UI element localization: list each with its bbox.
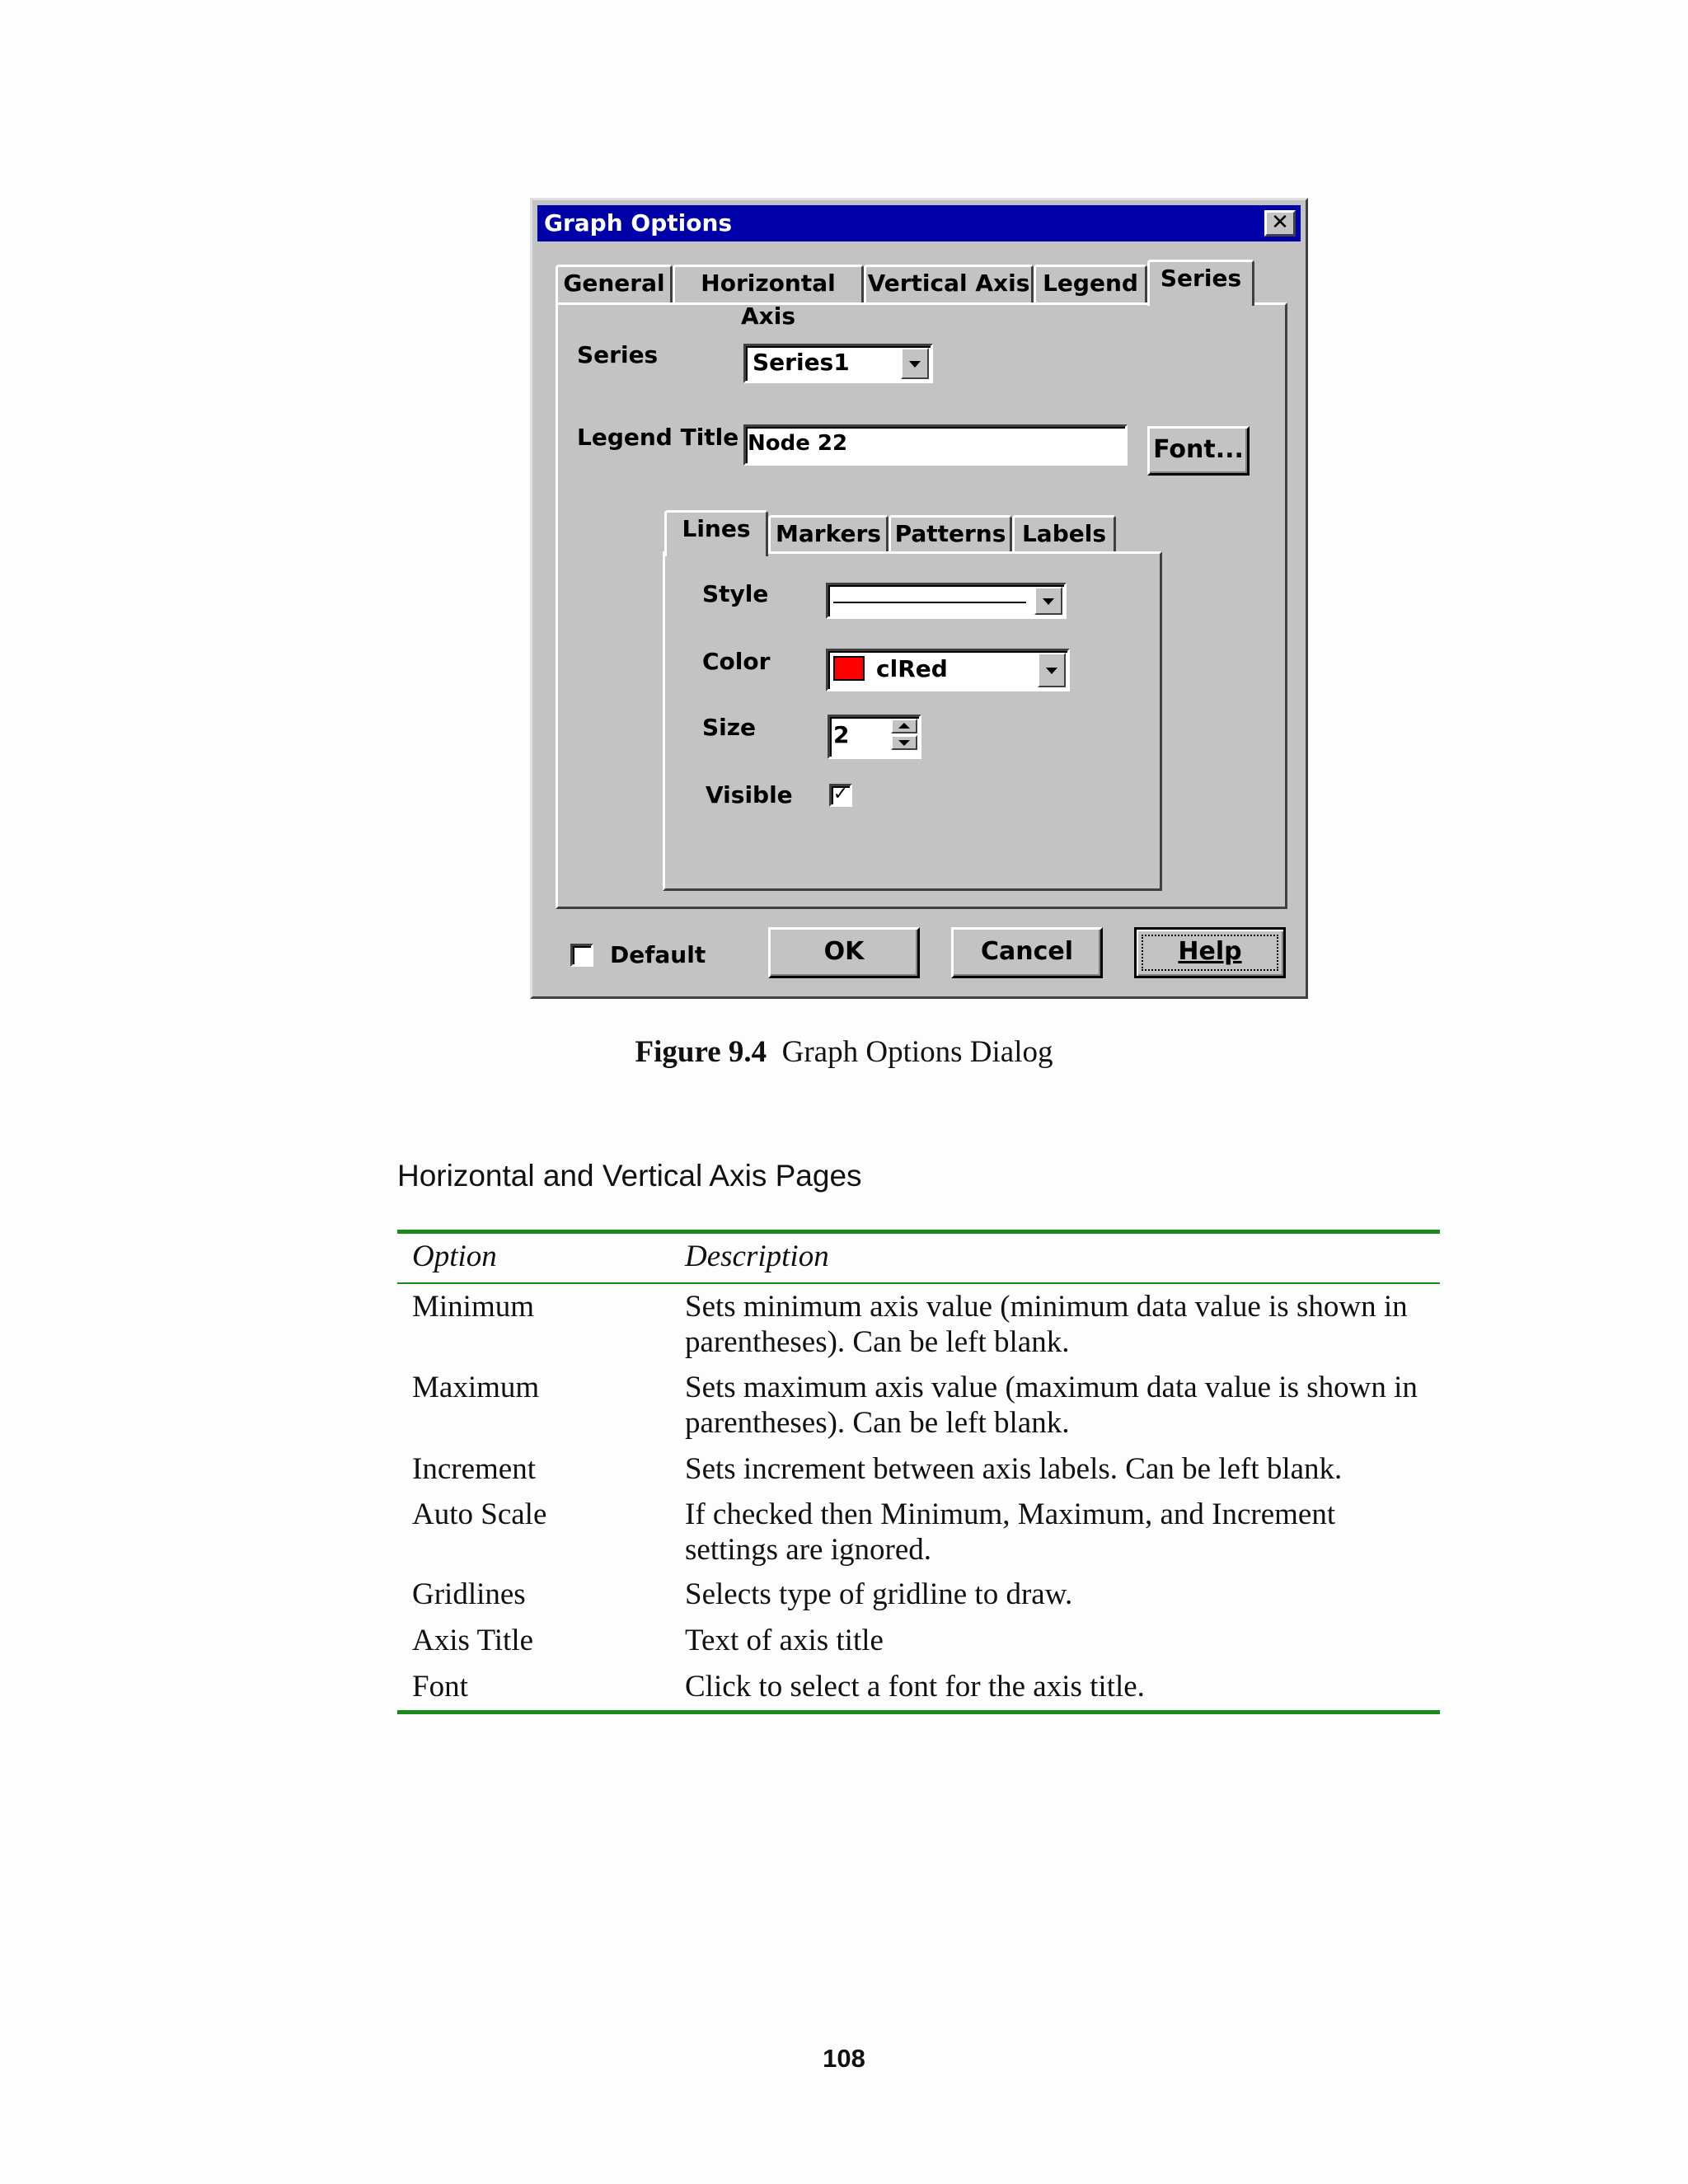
tab-vertical-axis[interactable]: Vertical Axis — [864, 265, 1034, 302]
dialog-title-bar — [537, 205, 1301, 241]
series-label: Series — [577, 341, 659, 368]
help-button-label: Help — [1178, 937, 1242, 966]
subtab-labels[interactable]: Labels — [1012, 515, 1116, 553]
table-row — [397, 1577, 1440, 1623]
size-value: 2 — [833, 721, 850, 748]
default-checkbox[interactable] — [570, 944, 593, 967]
color-label: Color — [702, 648, 771, 675]
default-label: Default — [610, 941, 706, 968]
options-table — [397, 1230, 1440, 1714]
table-cell-option: Increment — [412, 1452, 536, 1486]
table-cell-description: Click to select a font for the axis title. — [685, 1670, 1145, 1704]
table-cell-description: Text of axis title — [685, 1624, 884, 1657]
series-dropdown-value: Series1 — [753, 349, 850, 376]
subtab-markers[interactable]: Markers — [768, 515, 889, 553]
legend-title-label: Legend Title — [577, 424, 739, 451]
table-cell-option: Auto Scale — [412, 1497, 547, 1531]
line-style-dropdown[interactable] — [826, 583, 1067, 619]
section-heading: Horizontal and Vertical Axis Pages — [397, 1159, 862, 1193]
subtab-patterns[interactable]: Patterns — [889, 515, 1012, 553]
table-cell-description: Sets increment between axis labels. Can be left blank. — [685, 1452, 1343, 1486]
table-row — [397, 1370, 1440, 1451]
table-cell-option: Maximum — [412, 1371, 540, 1404]
chevron-down-icon[interactable] — [901, 348, 929, 379]
subtab-lines[interactable]: Lines — [664, 510, 768, 556]
page-number: 108 — [823, 2044, 865, 2073]
table-row — [397, 1623, 1440, 1669]
tab-horizontal-axis[interactable]: Horizontal Axis — [673, 265, 864, 302]
font-button[interactable]: Font... — [1147, 426, 1250, 476]
table-row — [397, 1451, 1440, 1497]
ok-button[interactable]: OK — [768, 927, 920, 978]
line-style-sample — [833, 602, 1026, 603]
visible-checkbox[interactable]: ✓ — [829, 784, 852, 807]
spin-down-icon[interactable] — [891, 735, 917, 750]
figure-caption-text: Graph Options Dialog — [781, 1035, 1053, 1069]
table-bottom-rule — [397, 1710, 1440, 1714]
visible-label: Visible — [706, 781, 793, 808]
close-icon[interactable]: ✕ — [1264, 210, 1296, 237]
graph-options-dialog — [530, 198, 1308, 999]
table-cell-option: Gridlines — [412, 1577, 526, 1611]
color-value: clRed — [876, 655, 948, 682]
table-cell-option: Minimum — [412, 1290, 535, 1324]
tab-legend[interactable]: Legend — [1034, 265, 1147, 302]
color-swatch — [833, 656, 865, 681]
table-cell-option: Font — [412, 1670, 468, 1704]
size-label: Size — [702, 714, 757, 741]
cancel-button[interactable]: Cancel — [951, 927, 1103, 978]
chevron-down-icon[interactable] — [1038, 653, 1066, 687]
table-row — [397, 1669, 1440, 1710]
table-header-option: Option — [412, 1240, 497, 1273]
table-cell-option: Axis Title — [412, 1624, 534, 1657]
legend-title-input[interactable] — [743, 424, 1128, 466]
tab-general[interactable]: General — [556, 265, 673, 302]
legend-title-value: Node 22 — [748, 431, 848, 456]
dialog-title: Graph Options — [544, 209, 733, 237]
table-header-description: Description — [685, 1240, 829, 1273]
color-dropdown[interactable] — [826, 649, 1070, 691]
table-cell-description: Selects type of gridline to draw. — [685, 1577, 1073, 1611]
table-cell-description: If checked then Minimum, Maximum, and Increment settings are ignored. — [685, 1497, 1336, 1567]
table-row — [397, 1497, 1440, 1577]
help-button[interactable] — [1134, 927, 1286, 978]
tab-series[interactable]: Series — [1147, 260, 1254, 306]
table-header-row — [397, 1234, 1440, 1282]
focus-ring — [1142, 935, 1278, 971]
spin-up-icon[interactable] — [891, 719, 917, 733]
chevron-down-icon[interactable] — [1034, 587, 1062, 615]
table-cell-description: Sets minimum axis value (minimum data value is shown in parentheses). Can be left blank. — [685, 1290, 1408, 1359]
table-cell-description: Sets maximum axis value (maximum data value is shown in parentheses). Can be left blank. — [685, 1371, 1418, 1440]
size-spinner[interactable] — [828, 715, 921, 759]
table-row — [397, 1289, 1440, 1370]
figure-caption — [0, 1033, 1688, 1072]
table-header-rule — [397, 1282, 1440, 1284]
figure-label: Figure 9.4 — [635, 1035, 767, 1069]
series-dropdown[interactable] — [743, 344, 933, 383]
style-label: Style — [702, 580, 769, 607]
